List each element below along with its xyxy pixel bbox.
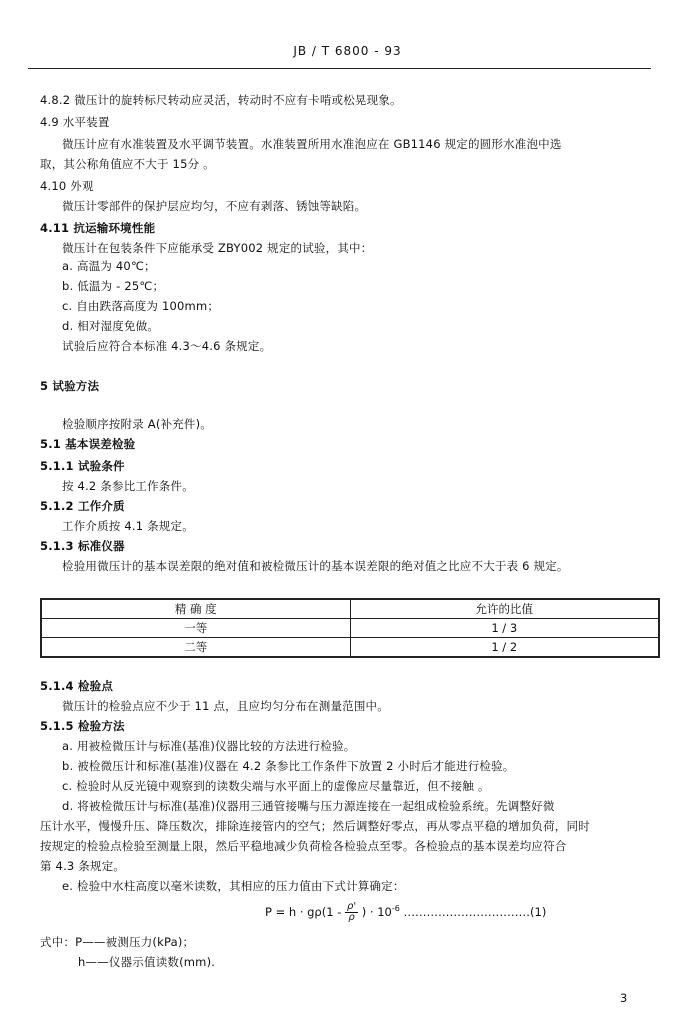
formula-where-p: 式中：P——被测压力(kPa)；	[40, 935, 195, 949]
clause-5-1-3-text: 检验用微压计的基本误差限的绝对值和被检微压计的基本误差限的绝对值之比应不大于表 6 规定。	[62, 559, 569, 573]
clause-4-11-item-c: c. 自由跌落高度为 100mm；	[62, 299, 220, 313]
clause-4-11-text: 微压计在包装条件下应能承受 ZBY002 规定的试验，其中：	[62, 241, 373, 255]
clause-5-1-5-item-d-4: 第 4.3 条规定。	[40, 859, 126, 873]
clause-5-1-3-title: 5.1.3 标准仪器	[40, 539, 125, 553]
clause-4-11-title: 4.11 抗运输环境性能	[40, 221, 156, 235]
table-cell-ratio: 1 / 2	[350, 638, 659, 658]
clause-5-1-2-text: 工作介质按 4.1 条规定。	[62, 519, 194, 533]
clause-4-9-title: 4.9 水平装置	[40, 115, 110, 129]
clause-5-1-4-title: 5.1.4 检验点	[40, 679, 114, 693]
clause-4-8-2: 4.8.2 微压计的旋转标尺转动应灵活，转动时不应有卡啃或松晃现象。	[40, 93, 402, 107]
page-number: 3	[620, 991, 628, 1005]
clause-4-11-conclusion: 试验后应符合本标准 4.3～4.6 条规定。	[62, 339, 272, 353]
page-header: JB / T 6800 - 93	[293, 44, 402, 58]
formula-equation-number: ……………………………(1)	[403, 905, 547, 919]
formula-rhs: ) · 10	[361, 905, 392, 919]
clause-5-1-5-item-d-3: 按规定的检验点检验至测量上限，然后平稳地减少负荷检各检验点至零。各检验点的基本误差均应符合	[40, 839, 567, 853]
section-5-intro: 检验顺序按附录 A(补充件)。	[62, 417, 212, 431]
clause-5-1-2-title: 5.1.2 工作介质	[40, 499, 125, 513]
clause-4-10-text: 微压计零部件的保护层应均匀，不应有剥落、锈蚀等缺陷。	[62, 199, 367, 213]
clause-4-11-item-b: b. 低温为 - 25℃；	[62, 279, 165, 293]
formula-fraction-numerator: ρ'	[347, 901, 357, 912]
formula-exponent: -6	[391, 904, 400, 914]
clause-5-1-5-item-e: e. 检验中水柱高度以毫米读数，其相应的压力值由下式计算确定：	[62, 879, 405, 893]
formula-where-h: h——仪器示值读数(mm).	[78, 955, 216, 969]
table-row	[41, 638, 659, 658]
clause-4-11-item-a: a. 高温为 40℃；	[62, 259, 156, 273]
clause-5-1-5-item-b: b. 被检微压计和标准(基准)仪器在 4.2 条参比工作条件下放置 2 小时后才能进行检验。	[62, 759, 515, 773]
clause-4-9-text-1: 微压计应有水准装置及水平调节装置。水准装置所用水准泡应在 GB1146 规定的圆形水准泡中选	[62, 137, 562, 151]
clause-5-1-1-text: 按 4.2 条参比工作条件。	[62, 479, 194, 493]
pressure-formula	[265, 902, 546, 923]
clause-4-10-title: 4.10 外观	[40, 179, 94, 193]
table-header-ratio: 允许的比值	[350, 599, 659, 619]
table-cell-ratio: 1 / 3	[350, 619, 659, 638]
formula-lhs: P = h · gρ(1 -	[265, 905, 342, 919]
clause-5-1-title: 5.1 基本误差检验	[40, 437, 136, 451]
clause-5-1-4-text: 微压计的检验点应不少于 11 点，且应均匀分布在测量范围中。	[62, 699, 389, 713]
clause-5-1-5-item-a: a. 用被检微压计与标准(基准)仪器比较的方法进行检验。	[62, 739, 356, 753]
table-header-accuracy: 精 确 度	[41, 599, 350, 619]
section-5-title: 5 试验方法	[40, 379, 100, 393]
header-rule	[28, 68, 651, 69]
table-cell-grade: 二等	[41, 638, 350, 658]
table-row	[41, 619, 659, 638]
clause-5-1-5-item-c: c. 检验时从反光镜中观察到的读数尖端与水平面上的虚像应尽量靠近，但不接触 。	[62, 779, 490, 793]
table-header-row	[41, 599, 659, 619]
table-cell-grade: 一等	[41, 619, 350, 638]
clause-5-1-1-title: 5.1.1 试验条件	[40, 459, 125, 473]
clause-4-9-text-2: 取，其公称角值应不大于 15分 。	[40, 157, 215, 171]
clause-5-1-5-title: 5.1.5 检验方法	[40, 719, 125, 733]
formula-fraction-denominator: ρ	[348, 912, 355, 923]
clause-4-11-item-d: d. 相对湿度免做。	[62, 319, 160, 333]
clause-5-1-5-item-d-2: 压计水平，慢慢升压、降压数次，排除连接管内的空气；然后调整好零点，再从零点平稳的增加负荷，同时	[40, 819, 590, 833]
clause-5-1-5-item-d-1: d. 将被检微压计与标准(基准)仪器用三通管接嘴与压力源连接在一起组成检验系统。先调整好微	[62, 799, 555, 813]
table-6	[40, 598, 660, 658]
formula-fraction	[345, 902, 358, 923]
